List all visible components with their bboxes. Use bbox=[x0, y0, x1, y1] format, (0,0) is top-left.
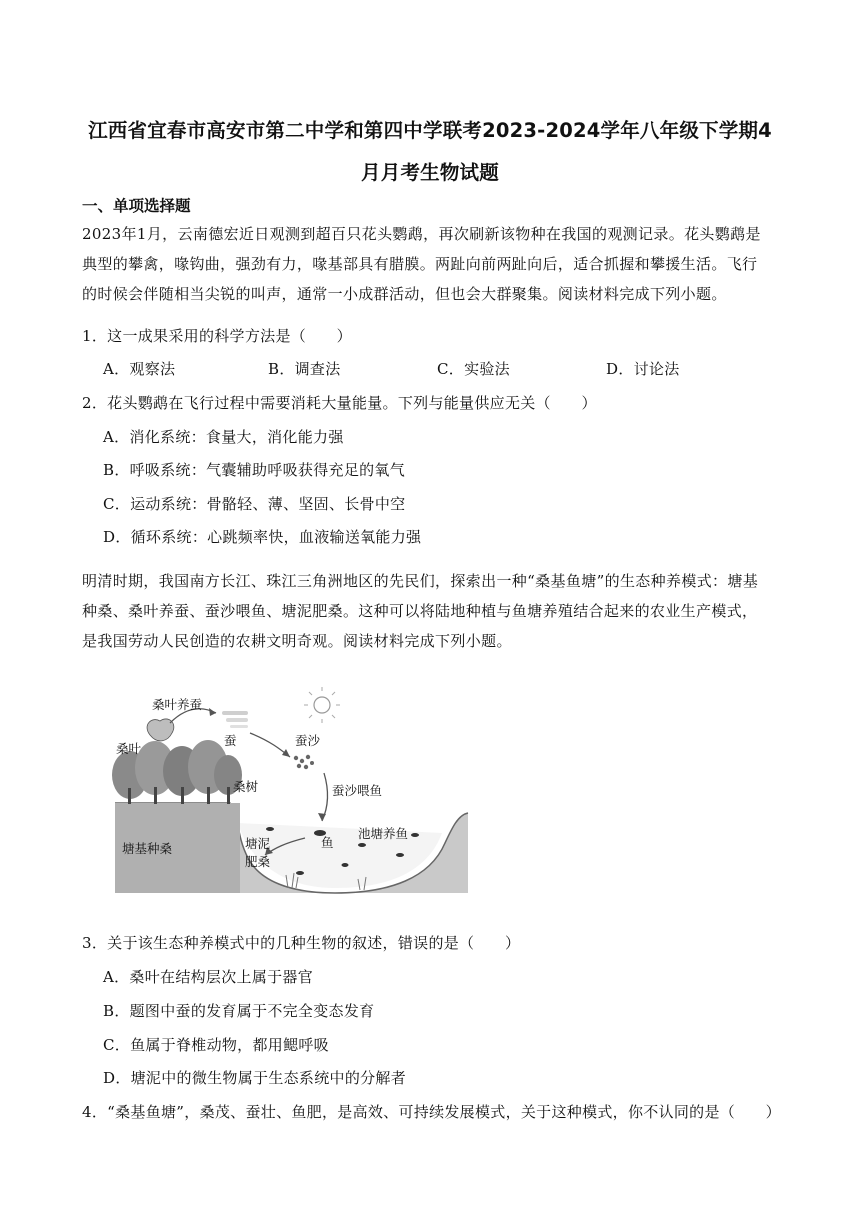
option-a: A．消化系统：食量大，消化能力强 bbox=[103, 428, 344, 446]
mulberry-leaf-icon bbox=[147, 719, 174, 741]
mulberry-fish-pond-diagram bbox=[100, 683, 475, 898]
option-d: D．循环系统：心跳频率快，血液输送氧能力强 bbox=[103, 528, 422, 546]
document-title-line-1: 江西省宜春市高安市第二中学和第四中学联考2023-2024学年八年级下学期4 bbox=[88, 119, 772, 142]
silkworm-icon bbox=[222, 711, 248, 728]
label-pond-fish: 池塘养鱼 bbox=[358, 826, 409, 841]
question-stem: 4．“桑基鱼塘”，桑茂、蚕壮、鱼肥，是高效、可持续发展模式，关于这种模式，你不认同的是（ ） bbox=[82, 1103, 781, 1121]
label-mulberry-leaf: 桑叶 bbox=[116, 741, 142, 756]
label-droppings-feed-fish: 蚕沙喂鱼 bbox=[332, 783, 383, 798]
option-c: C．鱼属于脊椎动物，都用鳃呼吸 bbox=[103, 1036, 329, 1054]
label-fertilize: 肥桑 bbox=[245, 854, 271, 869]
label-silkworm: 蚕 bbox=[224, 733, 237, 748]
material-1-line: 的时候会伴随相当尖锐的叫声，通常一小成群活动，但也会大群聚集。阅读材料完成下列小题。 bbox=[82, 285, 727, 303]
label-bank-mulberry: 塘基种桑 bbox=[122, 841, 173, 856]
label-silkworm-droppings: 蚕沙 bbox=[295, 733, 321, 748]
option-c: C．实验法 bbox=[437, 360, 510, 378]
option-a: A．观察法 bbox=[103, 360, 176, 378]
section-heading: 一、单项选择题 bbox=[82, 197, 191, 215]
material-2-line: 种桑、桑叶养蚕、蚕沙喂鱼、塘泥肥桑。这种可以将陆地种植与鱼塘养殖结合起来的农业生产模式， bbox=[82, 602, 758, 620]
option-d: D．讨论法 bbox=[606, 360, 680, 378]
label-mulberry-feed-silkworm: 桑叶养蚕 bbox=[152, 697, 203, 712]
option-b: B．题图中蚕的发育属于不完全变态发育 bbox=[103, 1002, 375, 1020]
question-stem: 1．这一成果采用的科学方法是（ ） bbox=[82, 327, 352, 345]
material-2-line: 明清时期，我国南方长江、珠江三角洲地区的先民们，探索出一种“桑基鱼塘”的生态种养模式：塘基 bbox=[82, 572, 759, 590]
sun-icon bbox=[304, 687, 340, 723]
material-1-line: 典型的攀禽，喙钩曲，强劲有力，喙基部具有腊膜。两趾向前两趾向后，适合抓握和攀援生活。飞行 bbox=[82, 255, 758, 273]
option-b: B．呼吸系统：气囊辅助呼吸获得充足的氧气 bbox=[103, 461, 406, 479]
label-mud: 塘泥 bbox=[245, 836, 271, 851]
silkworm-droppings-icon bbox=[294, 755, 314, 769]
option-d: D．塘泥中的微生物属于生态系统中的分解者 bbox=[103, 1069, 407, 1087]
option-c: C．运动系统：骨骼轻、薄、坚固、长骨中空 bbox=[103, 495, 406, 513]
material-2-line: 是我国劳动人民创造的农耕文明奇观。阅读材料完成下列小题。 bbox=[82, 632, 512, 650]
material-1-line: 2023年1月，云南德宏近日观测到超百只花头鹦鹉，再次刷新该物种在我国的观测记录。花头鹦鹉是 bbox=[82, 225, 761, 243]
question-stem: 3．关于该生态种养模式中的几种生物的叙述，错误的是（ ） bbox=[82, 934, 521, 952]
option-b: B．调查法 bbox=[268, 360, 341, 378]
option-a: A．桑叶在结构层次上属于器官 bbox=[103, 968, 314, 986]
label-fish: 鱼 bbox=[321, 835, 334, 850]
label-mulberry-tree: 桑树 bbox=[233, 779, 259, 794]
question-stem: 2．花头鹦鹉在飞行过程中需要消耗大量能量。下列与能量供应无关（ ） bbox=[82, 394, 597, 412]
document-title-line-2: 月月考生物试题 bbox=[361, 161, 499, 184]
